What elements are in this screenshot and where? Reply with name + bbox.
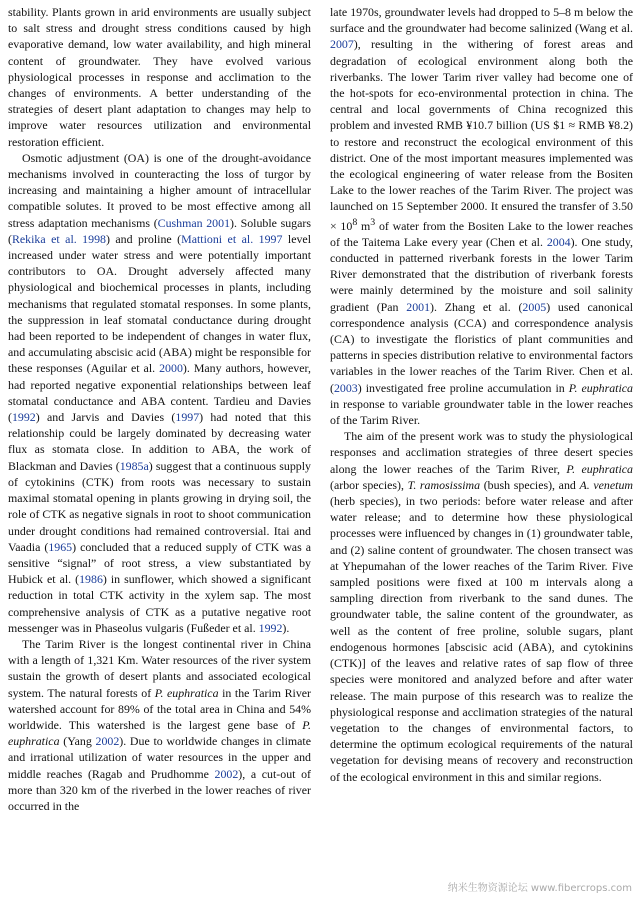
citation-link[interactable]: 2002 (95, 734, 120, 749)
citation-link[interactable]: 1986 (79, 572, 103, 587)
citation-link[interactable]: 2002 (214, 766, 239, 781)
text-span: ) investigated free proline accumulation in (357, 380, 569, 395)
text-span: ) used canonical correspondence analysis (CCA) and correspondence analysis (CA) to investigate the floristics of plant communities and patterns in species distribution relative to environmental factors variables in the lower reaches of the Tarim River. Chen et al. ( (330, 299, 634, 395)
text-span: of water from the Bositen Lake to the lower reaches of the Taitema Lake every year (Chen et al. (330, 218, 633, 249)
citation-link[interactable]: 2005 (522, 299, 547, 314)
text-span: (arbor species), (330, 477, 408, 492)
superscript: 3 (370, 216, 376, 228)
text-span: in response to variable groundwater table in the lower reaches of the Tarim River. (330, 396, 633, 428)
citation-link[interactable]: 1997 (175, 410, 200, 425)
citation-link[interactable]: Rekika et al. 1998 (11, 231, 106, 246)
citation-link[interactable]: 2000 (159, 361, 183, 376)
text-span: ) suggest that a continuous supply of cytokinins (CTK) from roots was necessary to sustain maximal stomatal opening in plants growing in drying soil, the role of CTK as negative signals in root to shoot communication under drought conditions had remained controversial. Itai and Vaadia ( (8, 458, 312, 554)
species-name: P. euphratica (566, 461, 633, 476)
text-span: (Yang (59, 734, 96, 749)
text-span: ) in sunflower, which showed a significant reduction in total CTK activity in the xylem sap. The most comprehensive analysis of CTK as a putative negative root messenger was in Phaseolus vulgaris (Fußeder et al. (8, 572, 311, 635)
right-column (330, 4, 633, 785)
species-name: P. euphratica (8, 717, 311, 749)
text-span: level increased under water stress and were potentially important contributors to OA. Drought adversely affected many physiological and biochemical processes in plants, including mechanisms that regulated stomatal responses. In some plants, the suppression in leaf stomatal conductance during drought had been reported to be independent of changes in water flux, and accumulating abscisic acid (ABA) might be responsible for these responses (Aguilar et al. (8, 231, 311, 376)
text-span: in the Tarim River watershed account for 89% of the total area in China and 54% worldwide. This watershed is the largest gene base of (8, 685, 311, 732)
text-span: stability. Plants grown in arid environments are usually subject to salt stress and drought stress conditions caused by high evaporative demand, low water availability, and high mineral content of groundwater. They have evolved various physiological processes in response and acclimation to the changes of environments. A better understanding of the strategies of desert plant adaptation to changes may help to improve water resources utilization and environmental restoration efficient. (8, 5, 311, 149)
citation-link[interactable]: 2003 (333, 380, 358, 395)
citation-link[interactable]: 2004 (546, 234, 571, 249)
species-name: A. venetum (579, 477, 633, 492)
text-span: ). Soluble sugars ( (8, 215, 311, 246)
text-span: m (357, 218, 371, 233)
left-column (8, 4, 311, 814)
text-span: ), resulting in the withering of forest areas and degradation of ecological environment along both the riverbanks. The lower Tarim river valley had become one of the hot-spots for eco-environmental protection in china. The central and local governments of China recognized this problem and invested RMB ¥10.7 billion (US $1 ≈ RMB ¥8.2) to restore and reconstruct the ecological environment of this district. One of the most important measures implemented was the ecological engineering of water release from the Bositen Lake to the lower reaches of the Tarim River. The project was launched on 15 September 2000. It ensured the transfer of 3.50 × 10 (330, 37, 633, 233)
text-span: (herb species), in two periods: before water release and after water release; and to determine how these physiological processes were influenced by changes in (1) groundwater table, and (2) saline content of groundwater. The chosen transect was at Yhepumahan of the lower reaches of the Tarim River. Five sampled positions were fixed at 100 m intervals along a sampling direction from riverbank to the sand dunes. The groundwater table, the saline content of the groundwater, as well as the content of free proline, soluble sugars, plant endogenous hormones [abscisic acid (ABA), and cytokinins (CTK)] of the leaves and relative rates of sap flow of three species were monitored and analyzed before and after water release. The main purpose of this research was to realize the physiological response and acclimation strategies of the natural vegetation to the changes of environmental factors, to determine the optimum ecological requirements of the natural vegetation for devising means of recovery and reconstruction of the ecological environment in this and similar regions. (330, 494, 633, 784)
species-name: T. ramosissima (407, 477, 481, 492)
species-name: P. euphratica (568, 380, 633, 395)
paragraph-aim-of-work (330, 428, 633, 784)
text-span: ). (282, 620, 290, 635)
citation-link[interactable]: 1992 (11, 410, 36, 425)
superscript: 8 (352, 216, 358, 228)
site-watermark: 纳米生物资源论坛 www.fibercrops.com (447, 883, 632, 894)
text-span: ). Many authors, however, had reported negative exponential relationships between leaf stomatal conductance and ABA content. Tardieu and Davies ( (8, 361, 311, 425)
paragraph-tarim-river (8, 636, 311, 814)
text-span: The Tarim River is the longest continental river in China with a length of 1,321 Km. Water resources of the river system sustain the growth of desert plants and associated ecological system. The natural forests of (8, 636, 311, 700)
citation-link[interactable]: 2001 (406, 299, 431, 314)
text-span: The aim of the present work was to study the physiological responses and acclimation strategies of three desert species along the lower reaches of the Tarim River, (330, 429, 633, 476)
citation-link[interactable]: Cushman 2001 (157, 215, 231, 230)
citation-link[interactable]: 1992 (258, 620, 283, 635)
paragraph-osmotic-adjustment (8, 150, 311, 636)
citation-link[interactable]: 1985a (119, 458, 149, 473)
text-span: ) concluded that a reduced supply of CTK was a sensitive “signal” of root stress, a view substantiated by Hubick et al. ( (8, 539, 311, 587)
text-span: (bush species), and (480, 477, 580, 492)
text-span: ). Zhang et al. ( (430, 299, 523, 314)
text-span: ), a cut-out of more than 320 km of the riverbed in the lower reaches of river occurred in the (8, 766, 311, 813)
text-span: Osmotic adjustment (OA) is one of the drought-avoidance mechanisms involved in counteracting the loss of turgor by increasing and maintaining a higher amount of intracellular compatible solutes. It proved to be most effective among all stress adaptation mechanisms ( (8, 150, 311, 230)
citation-link[interactable]: Mattioni et al. 1997 (181, 231, 283, 246)
citation-link[interactable]: 2007 (330, 37, 354, 52)
text-span: ) and Jarvis and Davies ( (35, 410, 176, 425)
text-span: ) had noted that this relationship could be largely dominated by decreasing water flux as stomata close. In addition to ABA, the work of Blackman and Davies ( (8, 410, 311, 473)
paragraph-groundwater-restoration (330, 4, 633, 428)
text-span: ). One study, conducted in patterned riverbank forests in the lower Tarim River demonstrated that the distribution of riverbank forests were mainly determined by the moisture and soil salinity gradient (Pan (330, 234, 634, 314)
text-span: ) and proline ( (105, 231, 182, 246)
species-name: P. euphratica (154, 685, 219, 700)
citation-link[interactable]: 1965 (48, 539, 73, 554)
text-span: late 1970s, groundwater levels had dropped to 5–8 m below the surface and the groundwater had become salinized (Wang et al. (330, 5, 633, 36)
paragraph-desert-plants (8, 4, 311, 150)
text-span: ). Due to worldwide changes in climate and irrational utilization of water resources in the upper and middle reaches (Ragab and Prudhomme (8, 734, 311, 781)
